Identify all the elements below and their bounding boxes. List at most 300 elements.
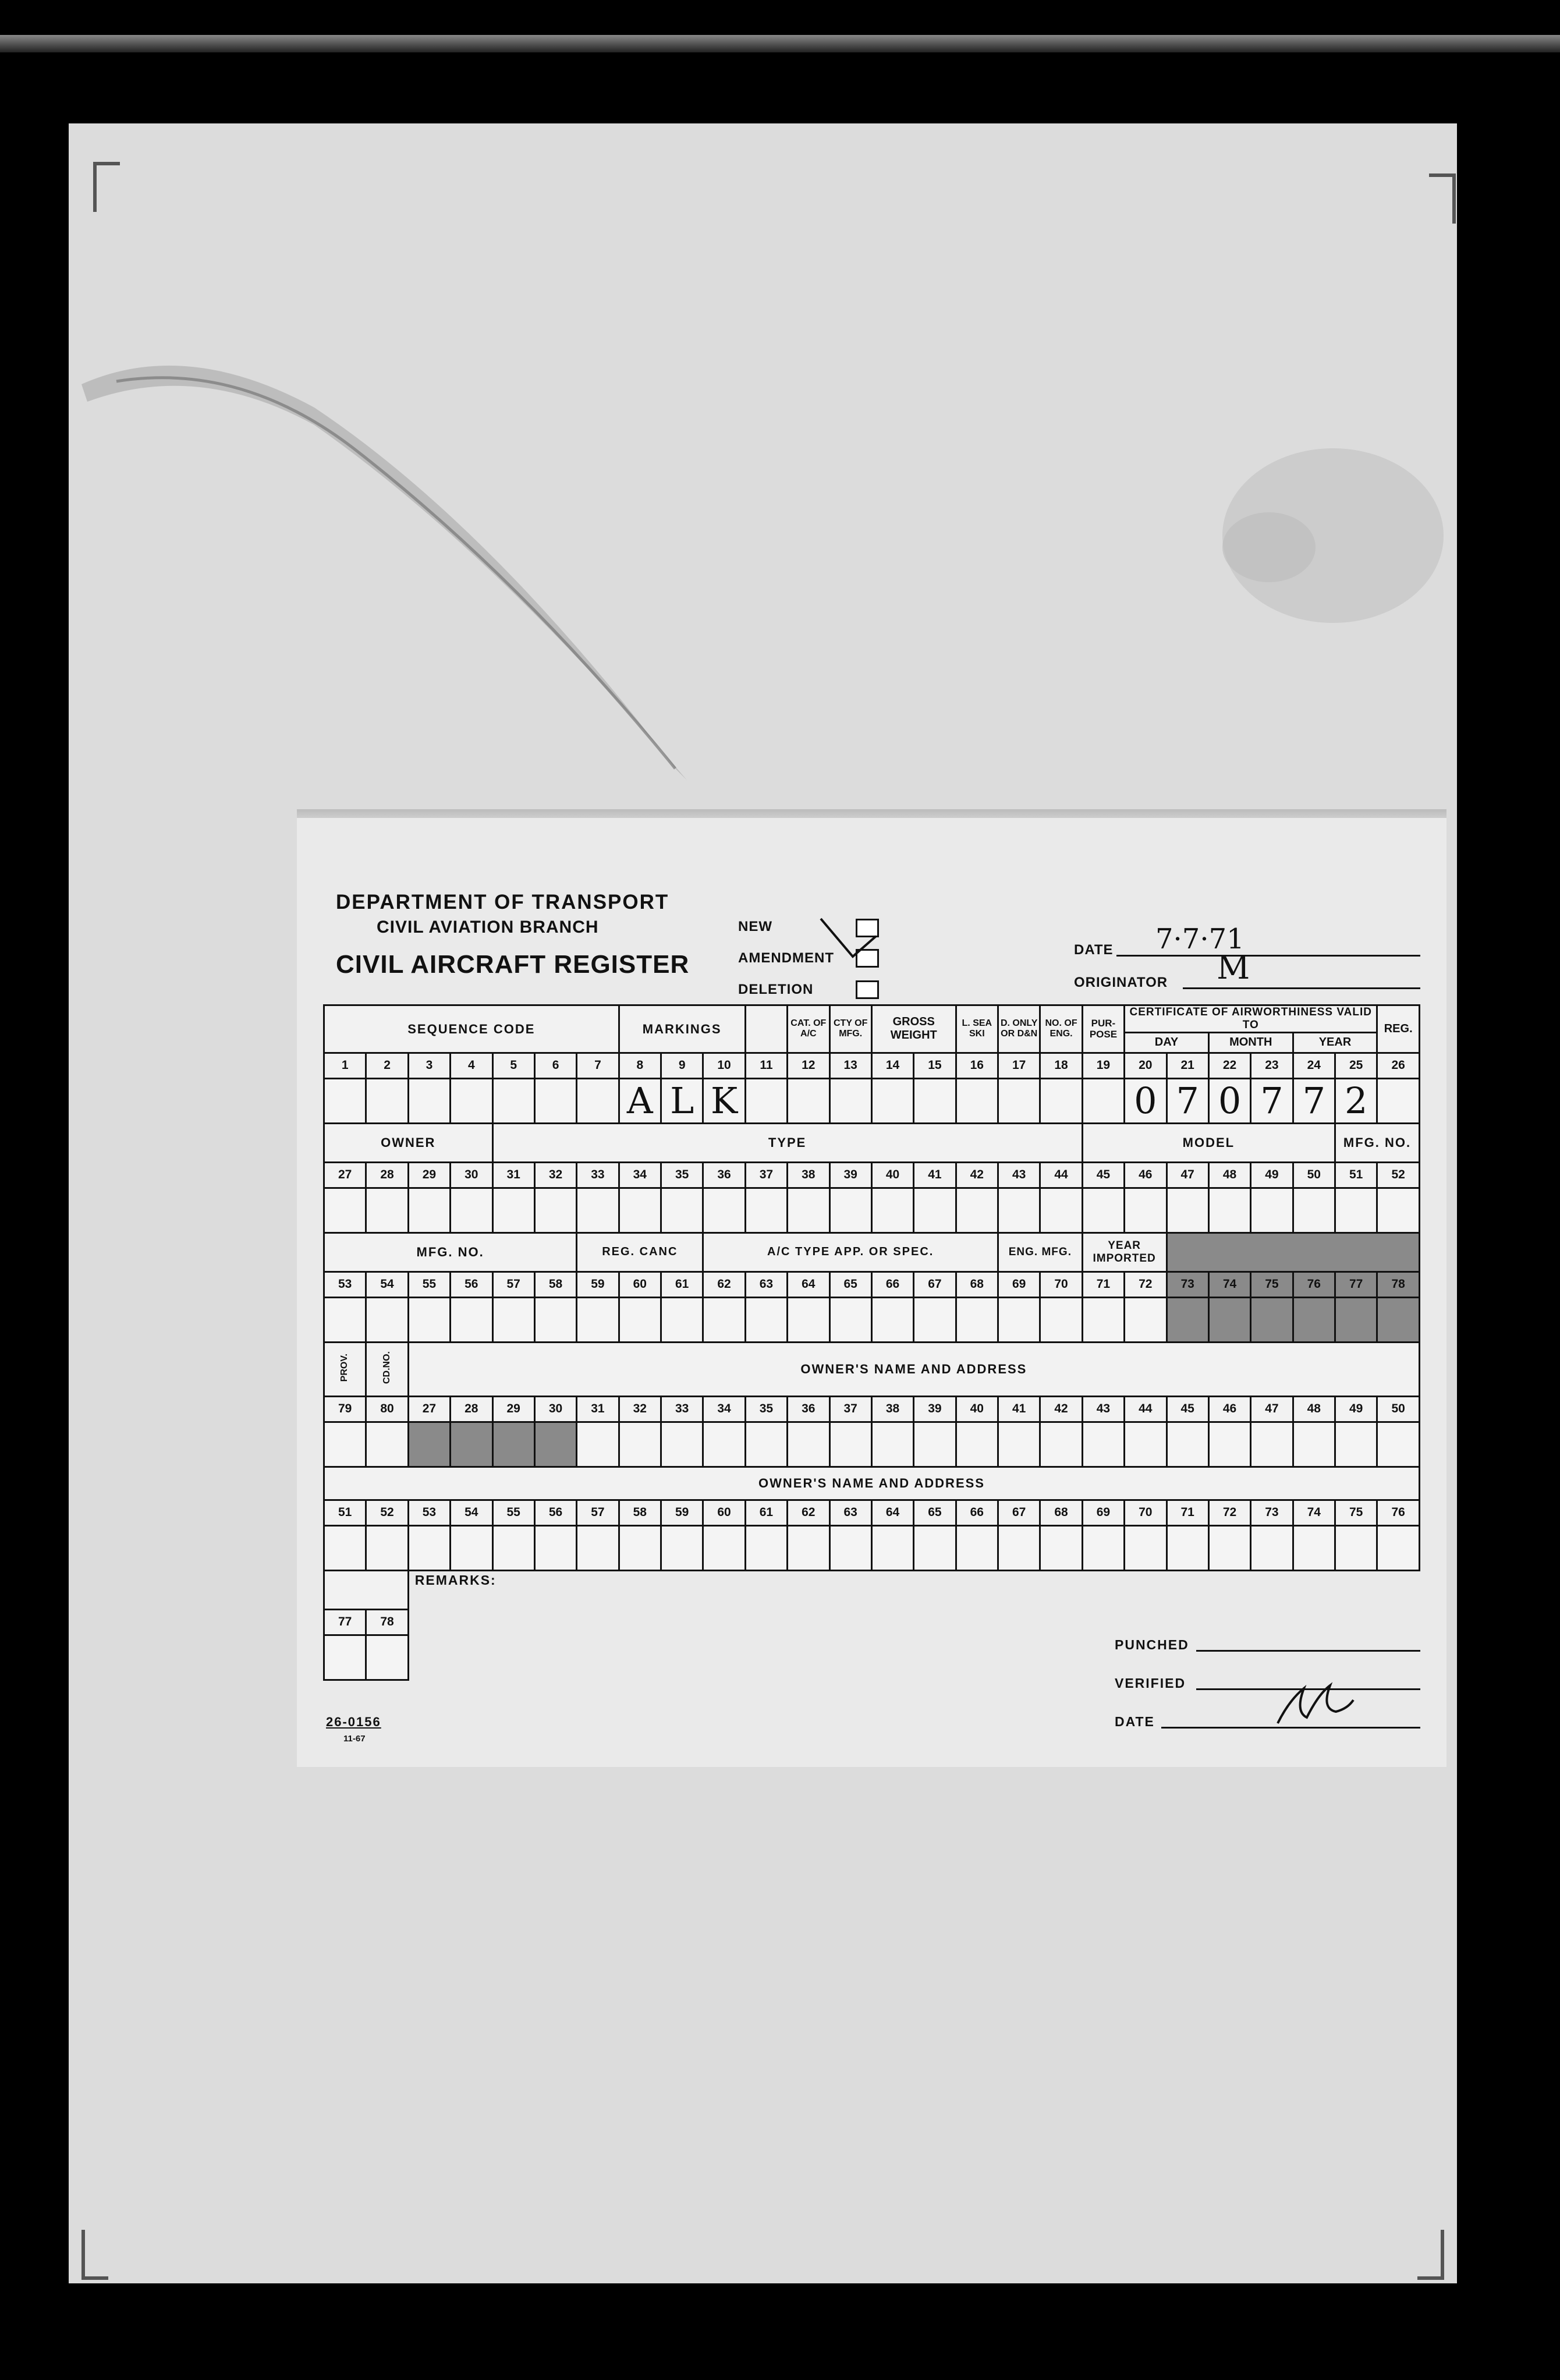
entry-cell[interactable] [451, 1078, 492, 1123]
owners-name-address-header: OWNER'S NAME AND ADDRESS [408, 1342, 1419, 1396]
entry-cell[interactable] [914, 1525, 956, 1570]
entry-cell[interactable] [492, 1188, 534, 1232]
col-number: 47 [1167, 1162, 1208, 1188]
col-number: 8 [619, 1053, 661, 1078]
col-number: 70 [1125, 1500, 1167, 1525]
register-grid [323, 1004, 1420, 1681]
col-number: 60 [703, 1500, 745, 1525]
col-number: 38 [871, 1396, 913, 1422]
branch-title: CIVIL AVIATION BRANCH [377, 918, 599, 937]
entry-cell[interactable] [998, 1297, 1040, 1342]
reg-header: REG. [1377, 1005, 1420, 1053]
col-number: 20 [1125, 1053, 1167, 1078]
purpose-header: PUR-POSE [1082, 1005, 1124, 1053]
entry-cell[interactable] [324, 1188, 366, 1232]
entry-cell[interactable] [1082, 1297, 1124, 1342]
col-number: 39 [914, 1396, 956, 1422]
entry-cell[interactable] [1293, 1422, 1335, 1467]
entry-cell[interactable] [871, 1422, 913, 1467]
check-mark-icon [818, 913, 882, 971]
col-number: 50 [1377, 1396, 1420, 1422]
col-number: 62 [788, 1500, 829, 1525]
col-number: 11 [745, 1053, 787, 1078]
entry-cell[interactable] [366, 1635, 408, 1680]
col-number: 51 [324, 1500, 366, 1525]
entry-cell[interactable] [534, 1525, 576, 1570]
col-number: 31 [492, 1162, 534, 1188]
entry-cell[interactable] [1335, 1422, 1377, 1467]
entry-cell[interactable] [703, 1297, 745, 1342]
date-digit-cell[interactable]: 7 [1251, 1078, 1293, 1123]
col-number: 78 [1377, 1272, 1420, 1297]
entry-cell[interactable] [492, 1078, 534, 1123]
col-number: 57 [577, 1500, 619, 1525]
model-header: MODEL [1082, 1123, 1335, 1162]
col-number: 68 [1040, 1500, 1082, 1525]
date-digit-cell[interactable]: 0 [1125, 1078, 1167, 1123]
shaded-cell [492, 1422, 534, 1467]
col-number: 53 [324, 1272, 366, 1297]
marking-letter-cell[interactable]: A [619, 1078, 661, 1123]
col-number: 43 [1082, 1396, 1124, 1422]
col-number: 79 [324, 1396, 366, 1422]
year-header: YEAR [1293, 1032, 1377, 1053]
entry-cell[interactable] [1335, 1188, 1377, 1232]
col-number: 47 [1251, 1396, 1293, 1422]
entry-cell[interactable] [1251, 1422, 1293, 1467]
prov-header [324, 1342, 366, 1396]
form-date: 11-67 [343, 1734, 366, 1744]
sea-ski-header: L. SEA SKI [956, 1005, 998, 1053]
sequence-code-header: SEQUENCE CODE [324, 1005, 619, 1053]
entry-cell[interactable] [745, 1078, 787, 1123]
day-header: DAY [1125, 1032, 1209, 1053]
footer-date-label: DATE [1115, 1714, 1155, 1729]
punched-label: PUNCHED [1115, 1637, 1189, 1652]
entry-cell[interactable] [745, 1422, 787, 1467]
entry-cell[interactable] [829, 1525, 871, 1570]
entry-cell[interactable] [324, 1078, 366, 1123]
cdno-label: CD.NO. [381, 1351, 392, 1384]
col-number: 52 [366, 1500, 408, 1525]
stain-mark [1199, 419, 1455, 664]
shaded-block [1167, 1232, 1420, 1272]
entry-cell[interactable] [492, 1525, 534, 1570]
col-number: 48 [1208, 1162, 1250, 1188]
form-number: 26-0156 [326, 1715, 381, 1729]
col-number: 36 [788, 1396, 829, 1422]
col-number: 65 [914, 1500, 956, 1525]
col-number: 1 [324, 1053, 366, 1078]
col-number: 66 [871, 1272, 913, 1297]
entry-cell[interactable] [745, 1297, 787, 1342]
col-number: 78 [366, 1609, 408, 1635]
entry-cell[interactable] [1251, 1525, 1293, 1570]
date-digit-cell[interactable]: 7 [1167, 1078, 1208, 1123]
col-number: 48 [1293, 1396, 1335, 1422]
entry-cell[interactable] [1251, 1188, 1293, 1232]
cty-of-mfg-header: CTY OF MFG. [829, 1005, 871, 1053]
entry-cell[interactable] [577, 1297, 619, 1342]
date-digit-cell[interactable]: 7 [1293, 1078, 1335, 1123]
col-number: 61 [745, 1500, 787, 1525]
date-value: 7·7·71 [1155, 923, 1245, 955]
remarks-area [408, 1570, 1419, 1680]
col-number: 10 [703, 1053, 745, 1078]
entry-cell[interactable] [1293, 1525, 1335, 1570]
entry-cell[interactable] [956, 1525, 998, 1570]
entry-cell[interactable] [661, 1422, 703, 1467]
col-number: 65 [829, 1272, 871, 1297]
entry-cell[interactable] [661, 1297, 703, 1342]
date-digit-cell[interactable]: 2 [1335, 1078, 1377, 1123]
entry-cell[interactable] [1125, 1422, 1167, 1467]
entry-cell[interactable] [1125, 1188, 1167, 1232]
col-number: 63 [829, 1500, 871, 1525]
col-number: 33 [577, 1162, 619, 1188]
entry-cell[interactable] [914, 1422, 956, 1467]
entry-cell[interactable] [577, 1422, 619, 1467]
entry-cell[interactable] [408, 1297, 450, 1342]
entry-cell[interactable] [914, 1078, 956, 1123]
entry-cell[interactable] [534, 1188, 576, 1232]
entry-cell[interactable] [956, 1422, 998, 1467]
col-number: 52 [1377, 1162, 1420, 1188]
col-number: 42 [956, 1162, 998, 1188]
col-number: 32 [619, 1396, 661, 1422]
col-number: 27 [408, 1396, 450, 1422]
col-number: 74 [1293, 1500, 1335, 1525]
col-number: 41 [914, 1162, 956, 1188]
entry-cell[interactable] [788, 1525, 829, 1570]
col-number: 40 [871, 1162, 913, 1188]
col-number: 3 [408, 1053, 450, 1078]
originator-label: ORIGINATOR [1074, 975, 1168, 990]
col-number: 49 [1335, 1396, 1377, 1422]
cat-of-ac-header: CAT. OF A/C [788, 1005, 829, 1053]
col-number: 56 [451, 1272, 492, 1297]
date-digit-cell[interactable]: 0 [1208, 1078, 1250, 1123]
crop-mark-bottom-right [1417, 2230, 1444, 2280]
entry-cell[interactable] [1377, 1422, 1420, 1467]
col-number: 64 [788, 1272, 829, 1297]
col-number: 6 [534, 1053, 576, 1078]
col-number: 61 [661, 1272, 703, 1297]
initials-signature [1272, 1677, 1359, 1735]
col-number: 37 [745, 1162, 787, 1188]
col-number: 43 [998, 1162, 1040, 1188]
entry-cell[interactable] [577, 1525, 619, 1570]
col-number: 75 [1335, 1500, 1377, 1525]
col-number: 25 [1335, 1053, 1377, 1078]
originator-value: M [1217, 949, 1250, 987]
entry-cell[interactable] [788, 1297, 829, 1342]
entry-cell[interactable] [998, 1422, 1040, 1467]
deletion-label: DELETION [738, 982, 814, 997]
col-number: 50 [1293, 1162, 1335, 1188]
prov-label: PROV. [339, 1353, 350, 1382]
department-title: DEPARTMENT OF TRANSPORT [336, 891, 669, 913]
eng-mfg-header: ENG. MFG. [998, 1232, 1083, 1272]
col-number: 14 [871, 1053, 913, 1078]
entry-cell[interactable] [661, 1525, 703, 1570]
entry-cell[interactable] [1293, 1188, 1335, 1232]
entry-cell[interactable] [1125, 1525, 1167, 1570]
entry-cell[interactable] [703, 1422, 745, 1467]
col-number: 36 [703, 1162, 745, 1188]
col-number: 70 [1040, 1272, 1082, 1297]
col-number: 9 [661, 1053, 703, 1078]
entry-cell[interactable] [745, 1525, 787, 1570]
entry-cell[interactable] [366, 1297, 408, 1342]
month-header: MONTH [1208, 1032, 1293, 1053]
marking-letter-cell[interactable]: K [703, 1078, 745, 1123]
col-number: 72 [1208, 1500, 1250, 1525]
entry-cell[interactable] [324, 1525, 366, 1570]
entry-cell[interactable] [661, 1188, 703, 1232]
entry-cell[interactable] [408, 1078, 450, 1123]
type-header: TYPE [492, 1123, 1082, 1162]
col-number: 22 [1208, 1053, 1250, 1078]
col-number: 29 [492, 1396, 534, 1422]
entry-cell[interactable] [745, 1188, 787, 1232]
col-number: 54 [451, 1500, 492, 1525]
entry-cell[interactable] [1167, 1422, 1208, 1467]
entry-cell[interactable] [324, 1297, 366, 1342]
col-number: 77 [324, 1609, 366, 1635]
col-number: 77 [1335, 1272, 1377, 1297]
col-number: 73 [1167, 1272, 1208, 1297]
date-label: DATE [1074, 942, 1114, 958]
entry-cell[interactable] [1208, 1525, 1250, 1570]
col-number: 76 [1293, 1272, 1335, 1297]
entry-cell[interactable] [788, 1078, 829, 1123]
entry-cell[interactable] [366, 1525, 408, 1570]
col-number: 67 [998, 1500, 1040, 1525]
col-number: 5 [492, 1053, 534, 1078]
col-number: 37 [829, 1396, 871, 1422]
col-number: 63 [745, 1272, 787, 1297]
reg-canc-header: REG. CANC [577, 1232, 703, 1272]
col-number: 51 [1335, 1162, 1377, 1188]
shaded-cell [1293, 1297, 1335, 1342]
entry-cell[interactable] [451, 1188, 492, 1232]
tape-mark [70, 338, 739, 803]
entry-cell[interactable] [1125, 1297, 1167, 1342]
col-number: 4 [451, 1053, 492, 1078]
entry-cell[interactable] [1082, 1078, 1124, 1123]
col-number: 29 [408, 1162, 450, 1188]
entry-cell[interactable] [619, 1188, 661, 1232]
year-imported-header: YEAR IMPORTED [1082, 1232, 1167, 1272]
entry-cell[interactable] [1208, 1188, 1250, 1232]
entry-cell[interactable] [451, 1297, 492, 1342]
col-number: 21 [1167, 1053, 1208, 1078]
entry-cell[interactable] [914, 1297, 956, 1342]
entry-cell[interactable] [1040, 1297, 1082, 1342]
shaded-cell [1377, 1297, 1420, 1342]
entry-cell[interactable] [871, 1188, 913, 1232]
marking-letter-cell[interactable]: L [661, 1078, 703, 1123]
col-number: 39 [829, 1162, 871, 1188]
cdno-header [366, 1342, 408, 1396]
entry-cell[interactable] [1377, 1078, 1420, 1123]
register-title: CIVIL AIRCRAFT REGISTER [336, 950, 690, 979]
col-number: 28 [451, 1396, 492, 1422]
col-number: 69 [998, 1272, 1040, 1297]
entry-cell[interactable] [998, 1188, 1040, 1232]
blank-header-11 [745, 1005, 787, 1053]
col-number: 76 [1377, 1500, 1420, 1525]
punched-line [1196, 1650, 1420, 1652]
entry-cell[interactable] [956, 1188, 998, 1232]
col-number: 18 [1040, 1053, 1082, 1078]
col-number: 34 [703, 1396, 745, 1422]
entry-cell[interactable] [1040, 1078, 1082, 1123]
entry-cell[interactable] [829, 1297, 871, 1342]
col-number: 44 [1125, 1396, 1167, 1422]
crop-mark-top-left [93, 162, 120, 212]
col-number: 75 [1251, 1272, 1293, 1297]
col-number: 38 [788, 1162, 829, 1188]
col-number: 16 [956, 1053, 998, 1078]
col-number: 17 [998, 1053, 1040, 1078]
col-number: 58 [619, 1500, 661, 1525]
entry-cell[interactable] [1082, 1188, 1124, 1232]
mfg-no-header: MFG. NO. [324, 1232, 577, 1272]
col-number: 57 [492, 1272, 534, 1297]
crop-mark-bottom-left [81, 2230, 108, 2280]
entry-cell[interactable] [1040, 1422, 1082, 1467]
entry-cell[interactable] [956, 1297, 998, 1342]
remarks-blank-header [324, 1570, 409, 1609]
entry-cell[interactable] [408, 1188, 450, 1232]
col-number: 42 [1040, 1396, 1082, 1422]
certificate-header: CERTIFICATE OF AIRWORTHINESS VALID TO [1125, 1005, 1377, 1033]
entry-cell[interactable] [366, 1422, 408, 1467]
deletion-checkbox[interactable] [856, 980, 879, 999]
col-number: 62 [703, 1272, 745, 1297]
entry-cell[interactable] [829, 1078, 871, 1123]
mfg-no-header: MFG. NO. [1335, 1123, 1420, 1162]
entry-cell[interactable] [619, 1422, 661, 1467]
entry-cell[interactable] [956, 1078, 998, 1123]
entry-cell[interactable] [1040, 1525, 1082, 1570]
entry-cell[interactable] [619, 1525, 661, 1570]
col-number: 41 [998, 1396, 1040, 1422]
entry-cell[interactable] [829, 1188, 871, 1232]
shaded-cell [1335, 1297, 1377, 1342]
entry-cell[interactable] [324, 1635, 366, 1680]
gross-weight-header: GROSS WEIGHT [871, 1005, 956, 1053]
entry-cell[interactable] [324, 1422, 366, 1467]
entry-cell[interactable] [1082, 1525, 1124, 1570]
col-number: 49 [1251, 1162, 1293, 1188]
shaded-cell [451, 1422, 492, 1467]
entry-cell[interactable] [577, 1188, 619, 1232]
col-number: 24 [1293, 1053, 1335, 1078]
shaded-cell [1251, 1297, 1293, 1342]
entry-cell[interactable] [534, 1297, 576, 1342]
col-number: 30 [451, 1162, 492, 1188]
col-number: 66 [956, 1500, 998, 1525]
entry-cell[interactable] [577, 1078, 619, 1123]
col-number: 35 [745, 1396, 787, 1422]
entry-cell[interactable] [914, 1188, 956, 1232]
entry-cell[interactable] [1167, 1525, 1208, 1570]
entry-cell[interactable] [788, 1422, 829, 1467]
col-number: 60 [619, 1272, 661, 1297]
entry-cell[interactable] [408, 1525, 450, 1570]
entry-cell[interactable] [534, 1078, 576, 1123]
col-number: 59 [577, 1272, 619, 1297]
shaded-cell [534, 1422, 576, 1467]
d-only-header: D. ONLY OR D&N [998, 1005, 1040, 1053]
entry-cell[interactable] [366, 1188, 408, 1232]
entry-cell[interactable] [451, 1525, 492, 1570]
entry-cell[interactable] [871, 1297, 913, 1342]
entry-cell[interactable] [871, 1525, 913, 1570]
col-number: 45 [1167, 1396, 1208, 1422]
col-number: 58 [534, 1272, 576, 1297]
verified-label: VERIFIED [1115, 1676, 1186, 1691]
col-number: 80 [366, 1396, 408, 1422]
col-number: 15 [914, 1053, 956, 1078]
col-number: 71 [1082, 1272, 1124, 1297]
col-number: 40 [956, 1396, 998, 1422]
entry-cell[interactable] [998, 1525, 1040, 1570]
owner-header: OWNER [324, 1123, 493, 1162]
col-number: 46 [1208, 1396, 1250, 1422]
col-number: 59 [661, 1500, 703, 1525]
col-number: 67 [914, 1272, 956, 1297]
col-number: 7 [577, 1053, 619, 1078]
entry-cell[interactable] [998, 1078, 1040, 1123]
markings-header: MARKINGS [619, 1005, 745, 1053]
col-number: 56 [534, 1500, 576, 1525]
col-number: 72 [1125, 1272, 1167, 1297]
entry-cell[interactable] [1377, 1188, 1420, 1232]
col-number: 30 [534, 1396, 576, 1422]
col-number: 71 [1167, 1500, 1208, 1525]
entry-cell[interactable] [1040, 1188, 1082, 1232]
col-number: 73 [1251, 1500, 1293, 1525]
col-number: 2 [366, 1053, 408, 1078]
entry-cell[interactable] [619, 1297, 661, 1342]
col-number: 53 [408, 1500, 450, 1525]
entry-cell[interactable] [703, 1525, 745, 1570]
entry-cell[interactable] [492, 1297, 534, 1342]
entry-cell[interactable] [1335, 1525, 1377, 1570]
entry-cell[interactable] [788, 1188, 829, 1232]
entry-cell[interactable] [366, 1078, 408, 1123]
entry-cell[interactable] [829, 1422, 871, 1467]
entry-cell[interactable] [871, 1078, 913, 1123]
entry-cell[interactable] [1082, 1422, 1124, 1467]
shaded-cell [408, 1422, 450, 1467]
entry-cell[interactable] [1377, 1525, 1420, 1570]
col-number: 55 [408, 1272, 450, 1297]
col-number: 23 [1251, 1053, 1293, 1078]
no-of-eng-header: NO. OF ENG. [1040, 1005, 1082, 1053]
col-number: 46 [1125, 1162, 1167, 1188]
col-number: 69 [1082, 1500, 1124, 1525]
col-number: 26 [1377, 1053, 1420, 1078]
entry-cell[interactable] [703, 1188, 745, 1232]
col-number: 28 [366, 1162, 408, 1188]
entry-cell[interactable] [1167, 1188, 1208, 1232]
entry-cell[interactable] [1208, 1422, 1250, 1467]
